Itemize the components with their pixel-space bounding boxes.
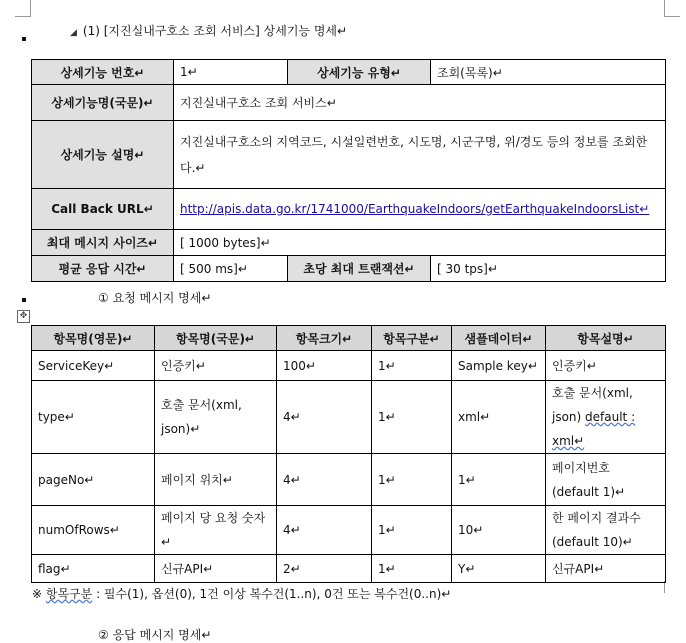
table-row	[32, 454, 666, 506]
cell-name-en: numOfRows↵	[32, 506, 155, 555]
header-name-ko: 항목명(국문)↵	[155, 326, 277, 351]
cell-sample: 10↵	[452, 506, 546, 555]
header-name-en: 항목명(영문)↵	[32, 326, 155, 351]
cell-sample: 1↵	[452, 454, 546, 506]
cell-size: 4↵	[277, 381, 372, 454]
section-heading-text: (1) [지진실내구호소 조회 서비스] 상세기능 명세↵	[82, 24, 348, 38]
cell-type: 1↵	[372, 351, 452, 381]
cell-size: 2↵	[277, 555, 372, 583]
header-type: 항목구분↵	[372, 326, 452, 351]
header-size: 항목크기↵	[277, 326, 372, 351]
cell-name-ko: 페이지 위치↵	[155, 454, 277, 506]
field-type-note	[32, 585, 451, 602]
description-default-text: default : xml↵	[552, 410, 636, 448]
func-type-label: 상세기능 유형↵	[288, 60, 431, 85]
func-desc-value: 지진실내구호소의 지역코드, 시설일련번호, 시도명, 시군구명, 위/경도 등의 정보를 조회한다.↵	[174, 121, 666, 189]
callback-url-link[interactable]: http://apis.data.go.kr/1741000/EarthquakeIndoors/getEarthquakeIndoorsList↵	[180, 202, 650, 216]
cell-description: 인증키↵	[546, 351, 666, 381]
callback-url-cell	[174, 189, 666, 230]
cell-sample: Y↵	[452, 555, 546, 583]
cell-sample: Sample key↵	[452, 351, 546, 381]
cell-name-en: type↵	[32, 381, 155, 454]
note-text: : 필수(1), 옵션(0), 1건 이상 복수건(1..n), 0건 또는 복수건(0..n)↵	[92, 587, 452, 601]
cell-size: 4↵	[277, 454, 372, 506]
cell-description: 한 페이지 결과수(default 10)↵	[546, 506, 666, 555]
func-name-value: 지진실내구호소 조회 서비스↵	[174, 85, 666, 121]
table-row	[32, 555, 666, 583]
heading-marker-icon: ◢	[70, 28, 77, 38]
cell-description: 페이지번호 (default 1)↵	[546, 454, 666, 506]
description-text: 호출 문서(xml, json)	[552, 386, 633, 424]
page-corner-top-right	[664, 0, 680, 17]
cell-name-ko: 호출 문서(xml, json)↵	[155, 381, 277, 454]
cell-size: 4↵	[277, 506, 372, 555]
func-name-label: 상세기능명(국문)↵	[32, 85, 174, 121]
page-corner-top-left	[15, 0, 31, 17]
response-message-heading: ② 응답 메시지 명세↵	[98, 628, 212, 642]
cell-name-en: flag↵	[32, 555, 155, 583]
header-description: 항목설명↵	[546, 326, 666, 351]
function-spec-table	[31, 59, 666, 282]
cell-type: 1↵	[372, 506, 452, 555]
table-row	[32, 381, 666, 454]
max-tps-value: [ 30 tps]↵	[431, 256, 666, 282]
note-keyword: 항목구분	[45, 587, 93, 601]
cell-type: 1↵	[372, 454, 452, 506]
cell-name-ko: 인증키↵	[155, 351, 277, 381]
func-type-value: 조회(목록)↵	[431, 60, 666, 85]
header-sample: 샘플데이터↵	[452, 326, 546, 351]
callback-url-label: Call Back URL↵	[32, 189, 174, 230]
cell-name-ko: 신규API↵	[155, 555, 277, 583]
max-size-label: 최대 메시지 사이즈↵	[32, 230, 174, 256]
func-no-value: 1↵	[174, 60, 288, 85]
func-no-label: 상세기능 번호↵	[32, 60, 174, 85]
avg-response-value: [ 500 ms]↵	[174, 256, 288, 282]
cell-description	[546, 381, 666, 454]
section-heading	[70, 22, 347, 39]
note-prefix: ※	[32, 587, 46, 601]
table-move-handle-icon[interactable]: ✥	[17, 310, 30, 323]
request-message-table	[31, 325, 666, 583]
table-row	[32, 351, 666, 381]
cell-name-en: ServiceKey↵	[32, 351, 155, 381]
cell-name-en: pageNo↵	[32, 454, 155, 506]
cell-sample: xml↵	[452, 381, 546, 454]
max-tps-label: 초당 최대 트랜잭션↵	[288, 256, 431, 282]
func-desc-label: 상세기능 설명↵	[32, 121, 174, 189]
cell-type: 1↵	[372, 555, 452, 583]
max-size-value: [ 1000 bytes]↵	[174, 230, 666, 256]
paragraph-mark	[22, 37, 26, 41]
paragraph-mark	[22, 298, 26, 302]
table-row	[32, 506, 666, 555]
cell-size: 100↵	[277, 351, 372, 381]
avg-response-label: 평균 응답 시간↵	[32, 256, 174, 282]
cell-type: 1↵	[372, 381, 452, 454]
page-corner-bottom-right	[664, 581, 680, 593]
cell-name-ko: 페이지 당 요청 숫자↵	[155, 506, 277, 555]
cell-description: 신규API↵	[546, 555, 666, 583]
request-message-heading: ① 요청 메시지 명세↵	[98, 291, 212, 305]
